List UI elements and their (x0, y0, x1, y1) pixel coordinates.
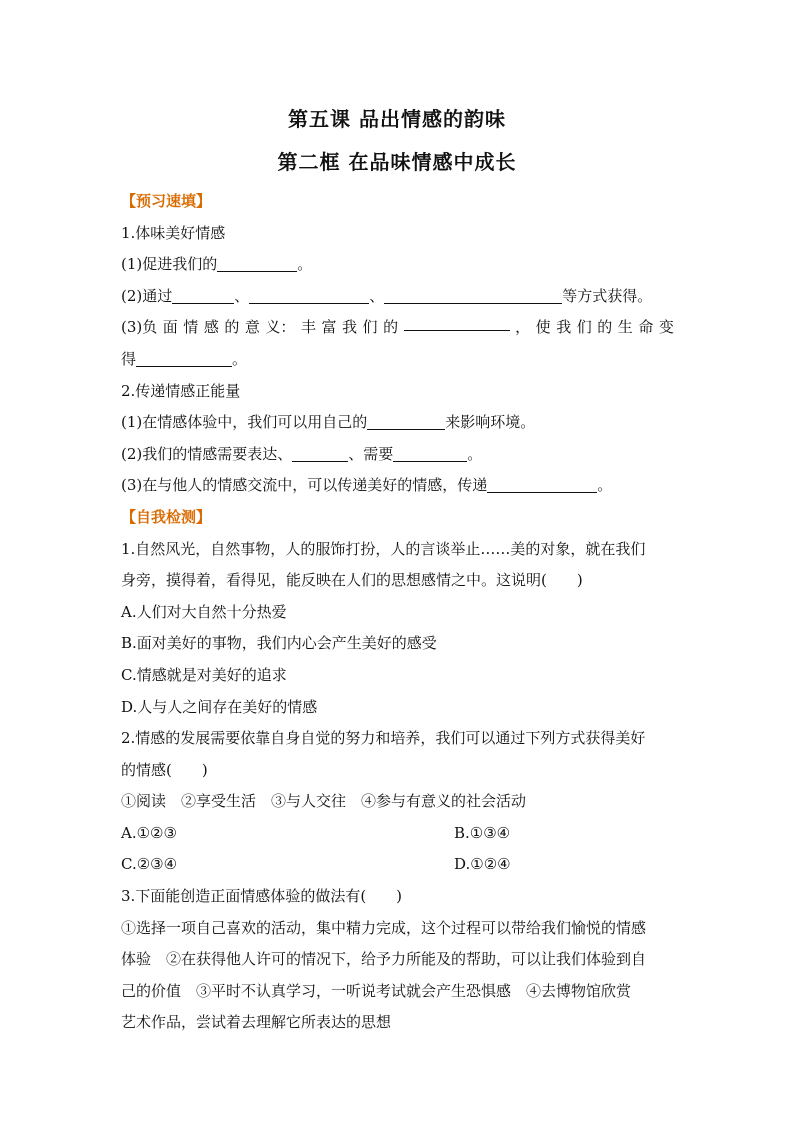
fill-blank[interactable] (217, 253, 297, 272)
text: 变 (658, 318, 674, 337)
text: (1)在情感体验中，我们可以用自己的 (121, 413, 368, 432)
q2-options-row2 (121, 849, 674, 881)
fill-blank[interactable] (172, 285, 234, 304)
q1-option-c[interactable]: C.情感就是对美好的追求 (121, 665, 287, 684)
text: (2)我们的情感需要表达、 (121, 444, 293, 463)
text: 使 (535, 318, 551, 337)
text: (3)负 (121, 318, 158, 337)
preview-heading: 【预习速填】 (121, 192, 212, 210)
text: 我 (556, 318, 572, 337)
lesson-title: 第五课 品出情感的韵味 (288, 107, 506, 131)
text: 。 (297, 255, 313, 274)
preview-item1-title: 1.体味美好情感 (121, 223, 226, 242)
q3-line2: 体验 ②在获得他人许可的情况下，给予力所能及的帮助，可以让我们体验到自 (121, 950, 647, 969)
check-heading: 【自我检测】 (121, 507, 212, 526)
fill-blank[interactable] (249, 285, 369, 304)
text: 生 (617, 318, 633, 337)
text: 的 (597, 318, 613, 337)
preview-item2-line1 (121, 407, 674, 439)
q3-stem: 3.下面能创造正面情感体验的做法有( ) (121, 887, 403, 906)
q1-option-d[interactable]: D.人与人之间存在美好的情感 (121, 697, 318, 716)
preview-item2-line2 (121, 439, 674, 471)
text: 来影响环境。 (445, 413, 536, 432)
text: 们 (362, 318, 378, 337)
text: (2)通过 (121, 286, 173, 305)
q2-option-b[interactable]: B.①③④ (454, 823, 511, 842)
text: 情 (183, 318, 199, 337)
text: (1)促进我们的 (121, 255, 218, 274)
text: 、 (369, 286, 385, 305)
q2-stem-line1: 2.情感的发展需要依靠自身自觉的努力和培养，我们可以通过下列方式获得美好 (121, 729, 646, 748)
q2-stem-line2: 的情感( ) (121, 760, 208, 779)
q3-line4: 艺术作品，尝试着去理解它所表达的思想 (121, 1013, 392, 1032)
text: 的 (383, 318, 399, 337)
text: 得 (121, 349, 137, 368)
q2-options-row1 (121, 818, 674, 850)
fill-blank[interactable] (393, 443, 467, 462)
text: 们 (576, 318, 592, 337)
q3-line1: ①选择一项自己喜欢的活动，集中精力完成，这个过程可以带给我们愉悦的情感 (121, 918, 647, 937)
text: 。 (597, 476, 613, 495)
preview-item1-line2 (121, 281, 674, 313)
frame-title: 第二框 在品味情感中成长 (277, 150, 517, 174)
fill-blank[interactable] (136, 348, 232, 367)
q1-stem-line2: 身旁，摸得着，看得见，能反映在人们的思想感情之中。这说明( ) (121, 571, 583, 590)
q1-stem-line1: 1.自然风光，自然事物，人的服饰打扮，人的言谈举止……美的对象，就在我们 (121, 539, 646, 558)
q1-option-b[interactable]: B.面对美好的事物，我们内心会产生美好的感受 (121, 634, 437, 653)
text: 丰 (300, 318, 316, 337)
preview-item2-title: 2.传递情感正能量 (121, 381, 241, 400)
fill-blank[interactable] (367, 411, 445, 430)
text: 我 (342, 318, 358, 337)
text: 的 (224, 318, 240, 337)
text: 意 (244, 318, 260, 337)
text: 义： (265, 318, 296, 337)
text: 。 (232, 349, 248, 368)
fill-blank[interactable] (487, 474, 597, 493)
text: 。 (467, 444, 483, 463)
text: (3)在与他人的情感交流中，可以传递美好的情感，传递 (121, 476, 488, 495)
text: 、 (234, 286, 250, 305)
text: 命 (638, 318, 654, 337)
text: 感 (203, 318, 219, 337)
preview-item1-line3 (121, 312, 674, 344)
text: 富 (321, 318, 337, 337)
worksheet-content (121, 186, 674, 1039)
text: 、需要 (348, 444, 394, 463)
text: 等方式获得。 (562, 286, 653, 305)
q3-line3: 己的价值 ③平时不认真学习，一听说考试就会产生恐惧感 ④去博物馆欣赏 (121, 981, 632, 1000)
text: 面 (162, 318, 178, 337)
preview-item1-line1 (121, 249, 674, 281)
q2-option-a[interactable]: A.①②③ (121, 823, 177, 842)
preview-item2-line3 (121, 470, 674, 502)
q2-option-c[interactable]: C.②③④ (121, 855, 178, 874)
fill-blank[interactable] (384, 285, 562, 304)
q1-option-a[interactable]: A.人们对大自然十分热爱 (121, 602, 287, 621)
fill-blank[interactable] (404, 312, 510, 331)
text: ， (515, 318, 531, 337)
fill-blank[interactable] (292, 443, 348, 462)
q2-items: ①阅读 ②享受生活 ③与人交往 ④参与有意义的社会活动 (121, 792, 527, 811)
q2-option-d[interactable]: D.①②④ (454, 855, 511, 874)
preview-item1-line4 (121, 344, 674, 376)
